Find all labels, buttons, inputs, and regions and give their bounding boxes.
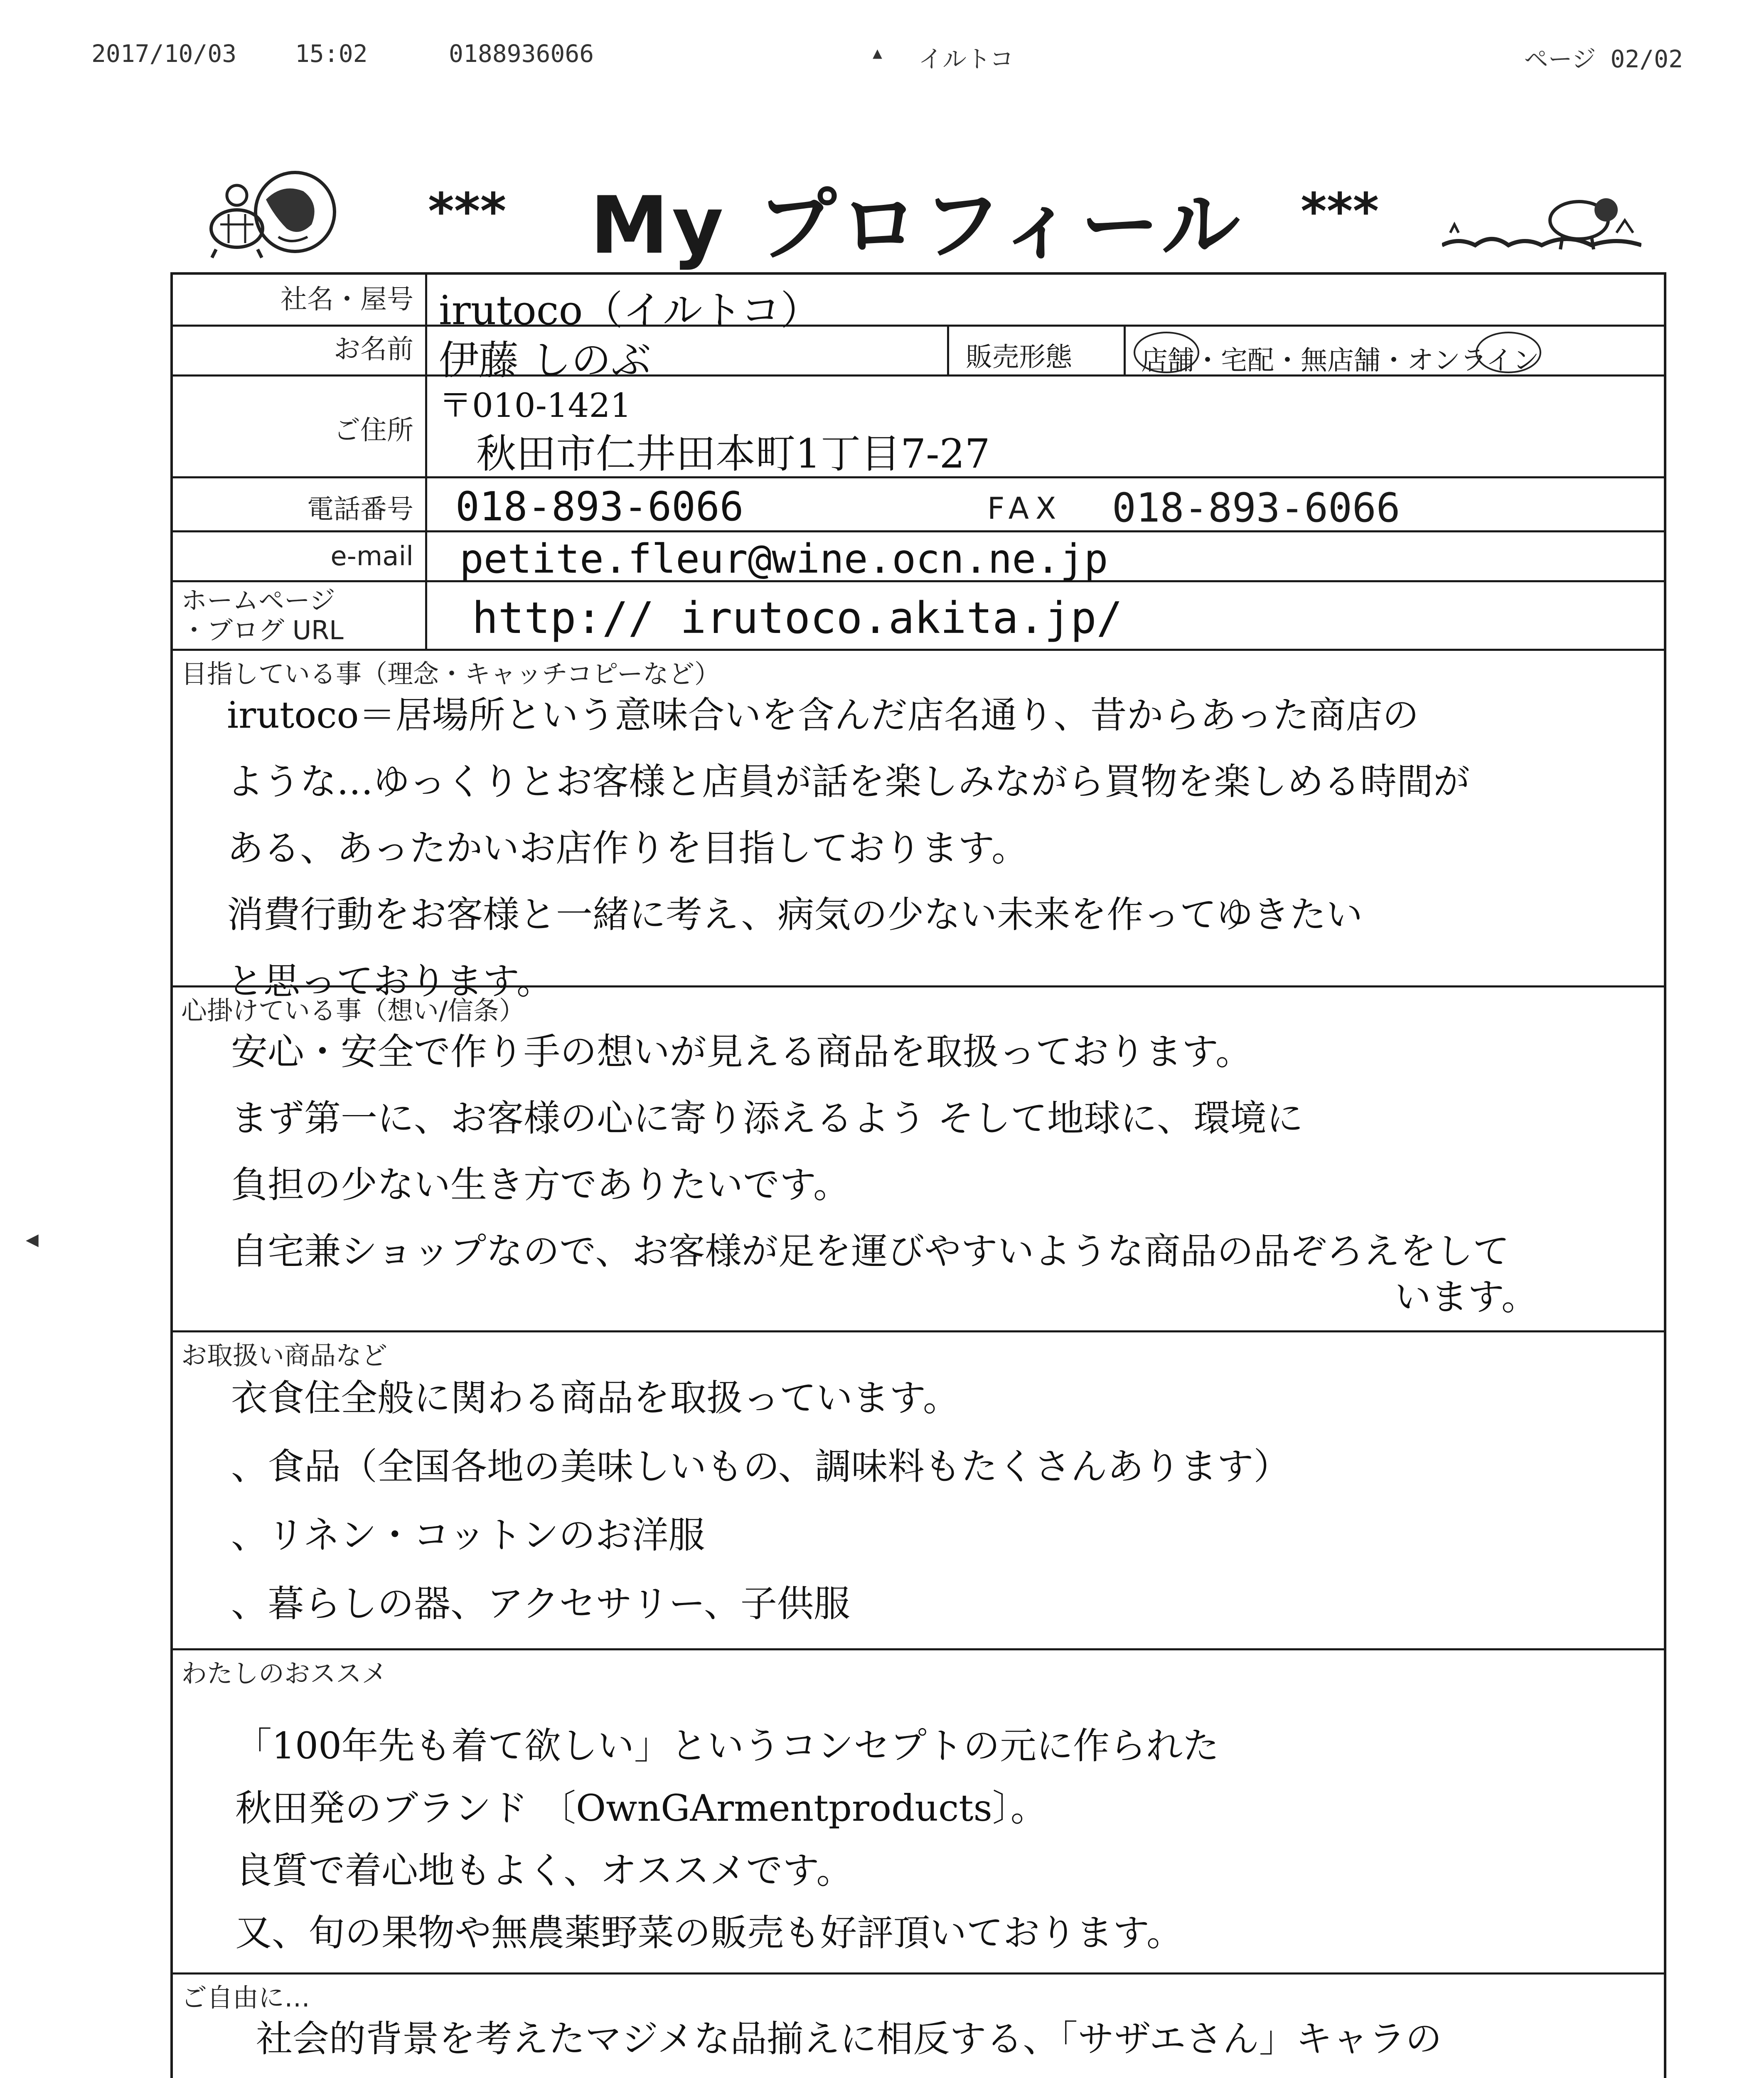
address-row — [173, 377, 1664, 478]
circle-mark-store — [1134, 332, 1199, 373]
text-line: 自宅兼ショップなので、お客様が足を運びやすいような商品の品ぞろえをして — [231, 1230, 1510, 1273]
triangle-left-icon: ◀ — [26, 1230, 39, 1249]
turtle-globe-icon — [204, 166, 341, 266]
homepage-label-line1: ホームページ — [181, 585, 335, 616]
triangle-up-icon: ▲ — [873, 44, 882, 62]
text-line — [256, 2070, 1442, 2078]
text-line: 良質で着心地もよく、オススメです。 — [235, 1849, 853, 1892]
address-label: ご住所 — [334, 415, 413, 446]
circle-mark-online — [1476, 332, 1541, 373]
fax-sender: イルトコ — [918, 45, 1014, 73]
text-line: います。 — [1395, 1275, 1538, 1318]
profile-form — [170, 272, 1666, 2078]
sales-type-label-cell — [947, 327, 1126, 374]
list-item: 、食品（全国各地の美味しいもの、調味料もたくさんあります） — [231, 1445, 1290, 1488]
text-line: ような…ゆっくりとお客様と店員が話を楽しみながら買物を楽しめる時間が — [227, 760, 1470, 803]
text-line: irutoco＝居場所という意味合いを含んだ店名通り、昔からあった商店の — [227, 694, 1419, 736]
sales-options: 店舗・宅配・無店舗・オンライン — [1141, 345, 1540, 376]
section-goals — [173, 651, 1664, 1002]
section-products — [173, 1332, 1664, 1650]
address-value: 秋田市仁井田本町1丁目7-27 — [476, 431, 990, 477]
address-label-cell — [173, 377, 427, 476]
text-line: 又、旬の果物や無農薬野菜の販売も好評頂いております。 — [235, 1911, 1183, 1954]
section-beliefs-heading: 心掛けている事（想い/信条） — [181, 995, 525, 1026]
email-row — [173, 532, 1664, 582]
email-value: petite.fleur@wine.ocn.ne.jp — [460, 536, 1108, 582]
email-label-cell — [173, 532, 427, 580]
fax-time: 15:02 — [295, 39, 368, 68]
section-free-comment-body — [256, 2008, 1442, 2078]
name-label: お名前 — [334, 334, 413, 365]
text-line: まず第一に、お客様の心に寄り添えるよう そして地球に、環境に — [231, 1097, 1303, 1140]
url-value: http:// irutoco.akita.jp/ — [472, 593, 1123, 643]
text-line: 安心・安全で作り手の想いが見える商品を取扱っております。 — [231, 1030, 1252, 1073]
section-free-comment — [173, 1975, 1664, 2078]
section-recommendation-body — [235, 1715, 1219, 1964]
sales-type-label: 販売形態 — [966, 342, 1072, 373]
fax-label: FAX — [987, 491, 1063, 526]
section-beliefs-body — [231, 1019, 1538, 1330]
postal-value: 〒010-1421 — [439, 386, 632, 425]
section-goals-body — [227, 682, 1470, 1014]
fax-date: 2017/10/03 — [91, 39, 237, 68]
name-label-cell — [173, 327, 427, 374]
phone-value: 018-893-6066 — [455, 483, 744, 530]
fax-number: 0188936066 — [449, 39, 594, 68]
text-line: と思っております。 — [227, 960, 553, 1002]
title-row — [170, 158, 1666, 270]
stars-right: *** — [1301, 183, 1379, 241]
text-line: 秋田発のブランド 〔OwnGArmentproducts〕。 — [235, 1787, 1047, 1829]
page-title: My プロフィール — [590, 180, 1244, 271]
section-beliefs — [173, 987, 1664, 1332]
company-row — [173, 275, 1664, 334]
company-label: 社名・屋号 — [280, 284, 413, 315]
stars-left: *** — [428, 183, 507, 241]
homepage-label-line2: ・ブログ URL — [181, 615, 344, 645]
text-line: 負担の少ない生き方でありたいです。 — [231, 1163, 850, 1206]
fax-header — [91, 39, 1683, 73]
homepage-label-cell — [173, 582, 427, 649]
homepage-row — [173, 582, 1664, 651]
section-recommendation — [173, 1650, 1664, 1975]
text-line: 社会的背景を考えたマジメな品揃えに相反する、「サザエさん」キャラの — [256, 2017, 1442, 2060]
phone-label: 電話番号 — [307, 494, 413, 525]
email-label: e-mail — [330, 541, 413, 572]
text-line: 衣食住全般に関わる商品を取扱っています。 — [231, 1376, 959, 1419]
fax-value: 018-893-6066 — [1112, 485, 1400, 531]
fax-page: ページ 02/02 — [1524, 45, 1683, 73]
text-line: 「100年先も着て欲しい」というコンセプトの元に作られた — [235, 1724, 1219, 1767]
section-recommendation-heading: わたしのおススメ — [181, 1658, 388, 1689]
section-free-comment-heading: ご自由に… — [181, 1982, 310, 2013]
text-line: 消費行動をお客様と一緒に考え、病気の少ない未来を作ってゆきたい — [227, 893, 1363, 936]
company-value: irutoco（イルトコ） — [439, 287, 821, 334]
sheep-grass-icon — [1442, 183, 1641, 258]
list-item: 、暮らしの器、アクセサリー、子供服 — [231, 1582, 850, 1625]
phone-row — [173, 478, 1664, 532]
section-goals-heading: 目指している事（理念・キャッチコピーなど） — [181, 659, 721, 689]
section-products-body — [231, 1364, 1290, 1638]
name-row — [173, 327, 1664, 384]
name-value: 伊藤 しのぶ — [439, 337, 651, 384]
text-line: ある、あったかいお店作りを目指しております。 — [227, 827, 1028, 869]
company-label-cell — [173, 275, 427, 325]
phone-label-cell — [173, 478, 427, 530]
list-item: 、リネン・コットンのお洋服 — [231, 1514, 705, 1556]
section-products-heading: お取扱い商品など — [181, 1340, 388, 1371]
